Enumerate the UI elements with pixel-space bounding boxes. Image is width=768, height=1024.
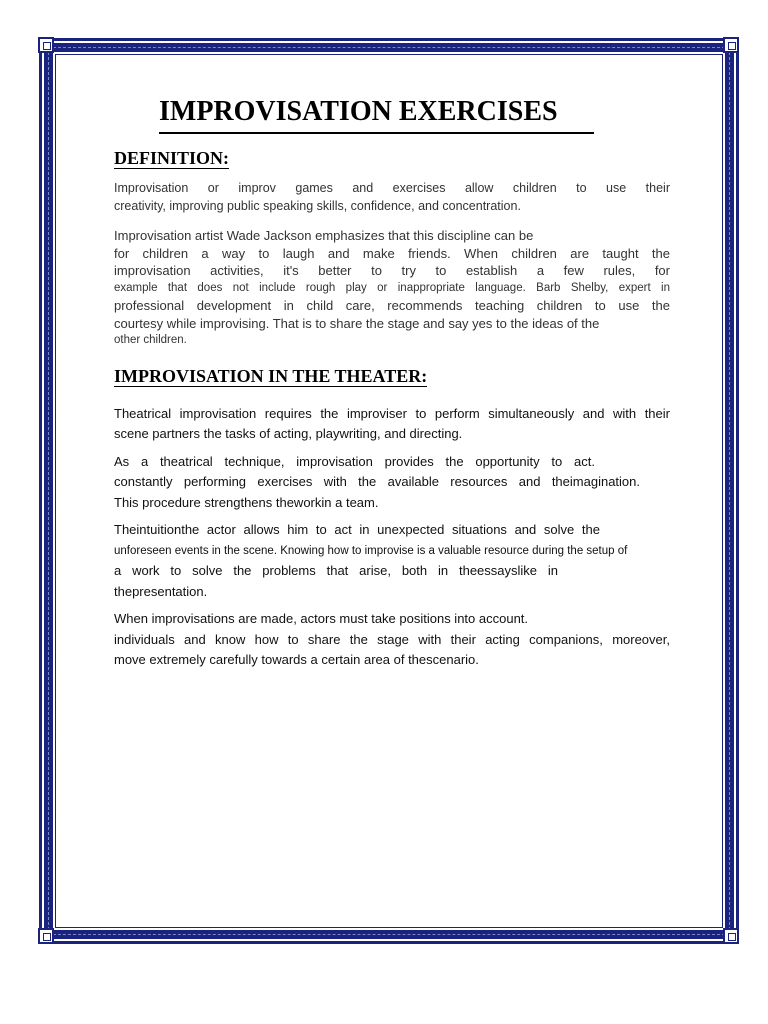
text-line: move extremely carefully towards a certain area of thescenario. xyxy=(114,652,479,667)
border-corner-ornament xyxy=(723,37,739,53)
text-line: When improvisations are made, actors must take positions into account. xyxy=(114,611,529,626)
text-line: thepresentation. xyxy=(114,583,208,599)
border-corner-ornament xyxy=(38,928,54,944)
text-line: Improvisation or improv games and exercises allow children to use their xyxy=(114,181,670,195)
document-body xyxy=(114,92,670,671)
text-line: for children a way to laugh and make friends. When children are taught the xyxy=(114,245,670,261)
text-line: As a theatrical technique, improvisation provides the opportunity to act. xyxy=(114,453,595,469)
theater-paragraph xyxy=(114,520,670,602)
text-line: improvisation activities, it's better to try to establish a few rules, for xyxy=(114,263,670,278)
theater-heading: IMPROVISATION IN THE THEATER: xyxy=(114,365,428,386)
theater-paragraph xyxy=(114,452,670,514)
text-line: constantly performing exercises with the available resources and theimagination. xyxy=(114,474,640,489)
definition-heading: DEFINITION: xyxy=(114,148,230,168)
page-title: IMPROVISATION EXERCISES xyxy=(159,92,594,134)
text-line: Theintuitionthe actor allows him to act in unexpected situations and solve the xyxy=(114,522,600,537)
text-line: a work to solve the problems that arise, both in theessayslike in xyxy=(114,563,558,578)
text-line: This procedure strengthens theworkin a team. xyxy=(114,494,379,510)
theater-paragraph xyxy=(114,609,670,671)
definition-paragraph xyxy=(114,227,670,350)
text-line: example that does not include rough play or inappropriate language. Barb Shelby, expert in xyxy=(114,281,670,294)
text-line: creativity, improving public speaking skills, confidence, and concentration. xyxy=(114,198,521,213)
text-line: unforeseen events in the scene. Knowing how to improvise is a valuable resource during the setup of xyxy=(114,544,628,557)
text-line: professional development in child care, recommends teaching children to use the xyxy=(114,298,670,313)
border-corner-ornament xyxy=(38,37,54,53)
text-line: Theatrical improvisation requires the improviser to perform simultaneously and with their xyxy=(114,405,670,421)
text-line: individuals and know how to share the stage with their acting companions, moreover, xyxy=(114,631,670,647)
definition-paragraph xyxy=(114,180,670,215)
theater-paragraph xyxy=(114,404,670,445)
border-corner-ornament xyxy=(723,928,739,944)
text-line: Improvisation artist Wade Jackson emphasizes that this discipline can be xyxy=(114,228,534,243)
text-line: scene partners the tasks of acting, playwriting, and directing. xyxy=(114,426,463,441)
text-line: courtesy while improvising. That is to share the stage and say yes to the ideas of the xyxy=(114,315,600,331)
text-line: other children. xyxy=(114,334,187,346)
